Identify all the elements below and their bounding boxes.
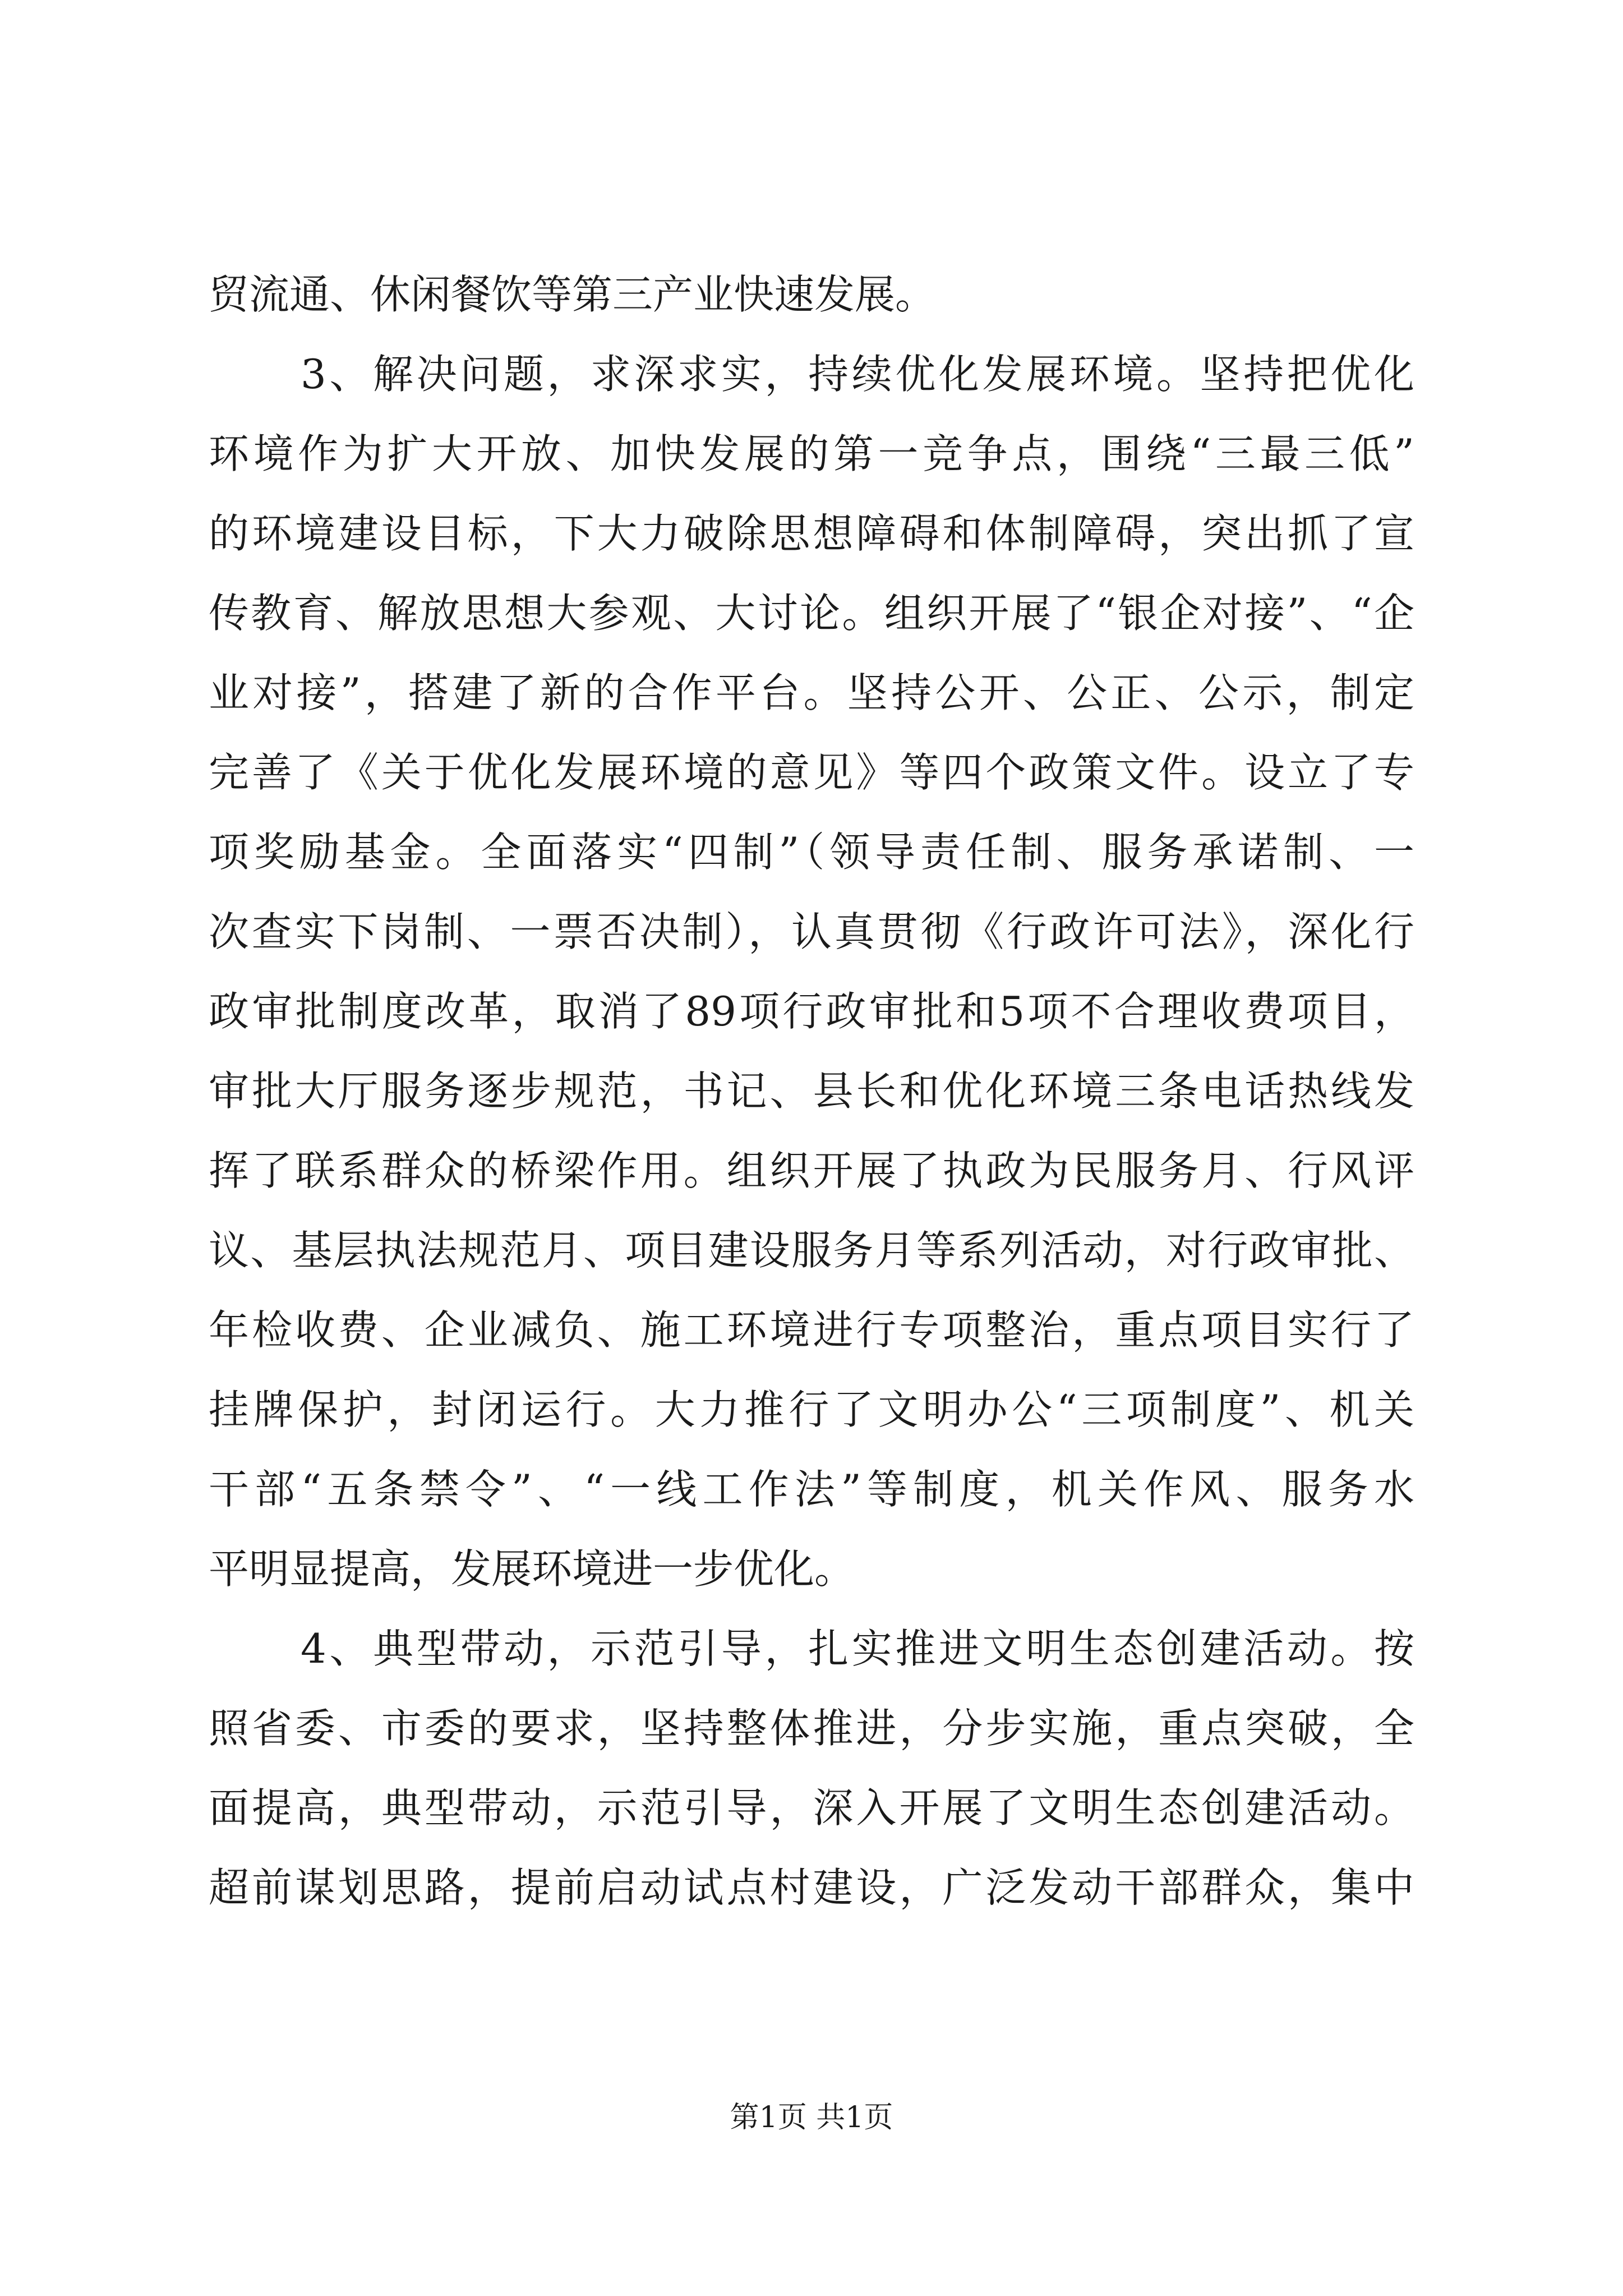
text-line: 照省委、市委的要求，坚持整体推进，分步实施，重点突破，全 [209, 1705, 1414, 1752]
text-line: 次查实下岗制、一票否决制），认真贯彻《行政许可法》，深化行 [209, 908, 1414, 955]
page-footer: 第1页 共1页 [730, 2101, 893, 2134]
text-line: 超前谋划思路，提前启动试点村建设，广泛发动干部群众，集中 [209, 1864, 1414, 1911]
text-line: 挂牌保护，封闭运行。大力推行了文明办公“三项制度”、机关 [209, 1386, 1414, 1433]
text-line: 项奖励基金。全面落实“四制”（领导责任制、服务承诺制、一 [209, 829, 1414, 876]
text-line: 环境作为扩大开放、加快发展的第一竞争点，围绕“三最三低” [209, 430, 1414, 477]
text-line: 3、解决问题，求深求实，持续优化发展环境。坚持把优化 [301, 351, 1414, 398]
text-line: 贸流通、休闲餐饮等第三产业快速发展。 [209, 271, 936, 318]
text-line: 完善了《关于优化发展环境的意见》等四个政策文件。设立了专 [209, 749, 1414, 796]
text-line: 业对接”，搭建了新的合作平台。坚持公开、公正、公示，制定 [209, 669, 1414, 716]
text-line: 平明显提高，发展环境进一步优化。 [209, 1545, 855, 1593]
text-line: 审批大厅服务逐步规范，书记、县长和优化环境三条电话热线发 [209, 1068, 1414, 1115]
text-line: 议、基层执法规范月、项目建设服务月等系列活动，对行政审批、 [209, 1227, 1414, 1274]
body-text [209, 255, 1414, 1927]
text-line: 面提高，典型带动，示范引导，深入开展了文明生态创建活动。 [209, 1784, 1414, 1832]
text-line: 年检收费、企业减负、施工环境进行专项整治，重点项目实行了 [209, 1306, 1414, 1354]
text-line: 4、典型带动，示范引导，扎实推进文明生态创建活动。按 [301, 1625, 1414, 1672]
text-line: 政审批制度改革，取消了89项行政审批和5项不合理收费项目， [209, 988, 1414, 1035]
text-line: 干部“五条禁令”、“一线工作法”等制度，机关作风、服务水 [209, 1466, 1414, 1513]
text-line: 传教育、解放思想大参观、大讨论。组织开展了“银企对接”、“企 [209, 590, 1414, 637]
text-line: 挥了联系群众的桥梁作用。组织开展了执政为民服务月、行风评 [209, 1147, 1414, 1194]
text-line: 的环境建设目标，下大力破除思想障碍和体制障碍，突出抓了宣 [209, 510, 1414, 557]
